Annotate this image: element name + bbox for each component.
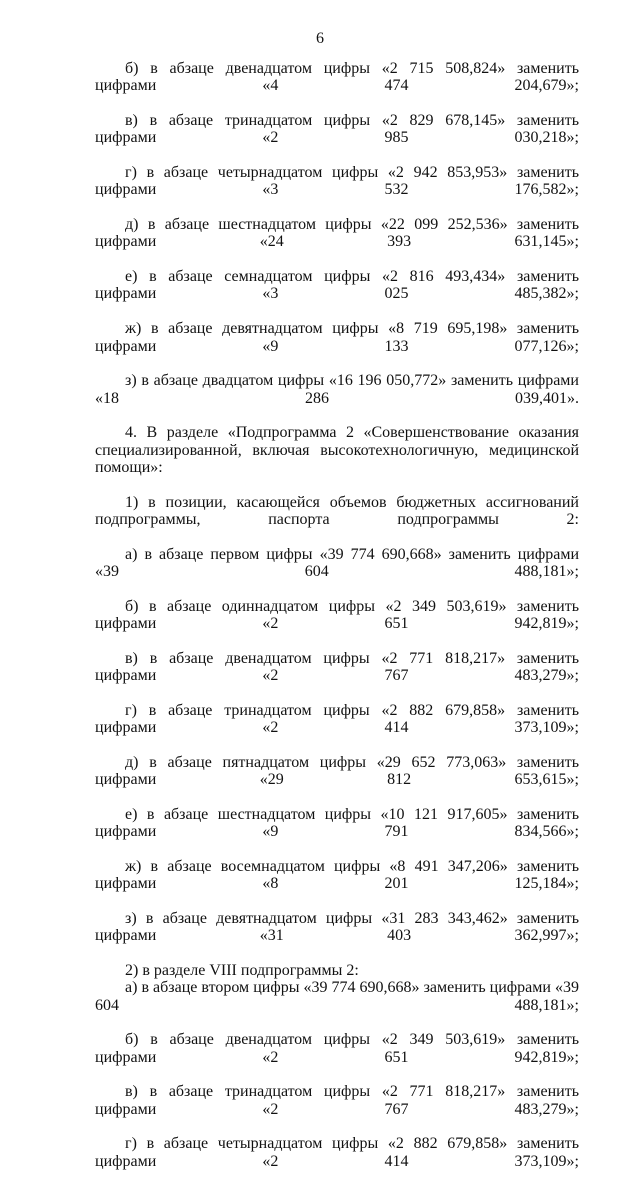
- paragraph: г) в абзаце четырнадцатом цифры «2 942 853,953» заменить цифрами «3 532 176,582»;: [95, 164, 579, 199]
- paragraph: ж) в абзаце восемнадцатом цифры «8 491 347,206» заменить цифрами «8 201 125,184»;: [95, 857, 579, 893]
- paragraph: д) в абзаце шестнадцатом цифры «22 099 252,536» заменить цифрами «24 393 631,145»;: [95, 216, 579, 251]
- paragraph: 1) в позиции, касающейся объемов бюджетных ассигнований подпрограммы, паспорта подпрограммы 2:: [95, 493, 579, 528]
- paragraph: е) в абзаце шестнадцатом цифры «10 121 917,605» заменить цифрами «9 791 834,566»;: [95, 805, 579, 841]
- document-body: [95, 60, 579, 1187]
- paragraph: а) в абзаце втором цифры «39 774 690,668» заменить цифрами «39 604 488,181»;: [95, 979, 579, 1014]
- paragraph: б) в абзаце одиннадцатом цифры «2 349 503,619» заменить цифрами «2 651 942,819»;: [95, 597, 579, 632]
- paragraph: б) в абзаце двенадцатом цифры «2 349 503,619» заменить цифрами «2 651 942,819»;: [95, 1031, 579, 1066]
- paragraph: з) в абзаце двадцатом цифры «16 196 050,772» заменить цифрами «18 286 039,401».: [95, 372, 579, 407]
- paragraph: д) в абзаце пятнадцатом цифры «29 652 773,063» заменить цифрами «29 812 653,615»;: [95, 753, 579, 789]
- paragraph: е) в абзаце семнадцатом цифры «2 816 493,434» заменить цифрами «3 025 485,382»;: [95, 268, 579, 303]
- paragraph: б) в абзаце двенадцатом цифры «2 715 508,824» заменить цифрами «4 474 204,679»;: [95, 60, 579, 95]
- paragraph: ж) в абзаце девятнадцатом цифры «8 719 695,198» заменить цифрами «9 133 077,126»;: [95, 320, 579, 355]
- paragraph: 4. В разделе «Подпрограмма 2 «Совершенствование оказания специализированной, включая высокотехнологичную, медицинской помощи»:: [95, 424, 579, 476]
- paragraph: г) в абзаце тринадцатом цифры «2 882 679,858» заменить цифрами «2 414 373,109»;: [95, 701, 579, 737]
- paragraph: в) в абзаце тринадцатом цифры «2 829 678,145» заменить цифрами «2 985 030,218»;: [95, 112, 579, 147]
- paragraph: в) в абзаце двенадцатом цифры «2 771 818,217» заменить цифрами «2 767 483,279»;: [95, 649, 579, 685]
- paragraph: г) в абзаце четырнадцатом цифры «2 882 679,858» заменить цифрами «2 414 373,109»;: [95, 1135, 579, 1170]
- paragraph: а) в абзаце первом цифры «39 774 690,668» заменить цифрами «39 604 488,181»;: [95, 545, 579, 580]
- paragraph: 2) в разделе VIII подпрограммы 2:: [125, 961, 359, 979]
- paragraph: з) в абзаце девятнадцатом цифры «31 283 343,462» заменить цифрами «31 403 362,997»;: [95, 909, 579, 945]
- page-number: 6: [316, 30, 324, 47]
- paragraph: в) в абзаце тринадцатом цифры «2 771 818,217» заменить цифрами «2 767 483,279»;: [95, 1083, 579, 1118]
